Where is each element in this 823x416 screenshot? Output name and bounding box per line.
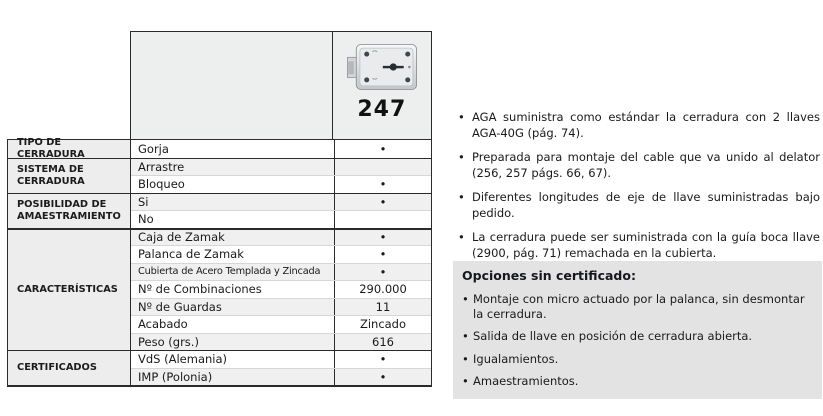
- value-cell: 616: [334, 334, 431, 351]
- product-model-number: 247: [357, 97, 407, 122]
- note-item: • La cerradura puede ser suministrada con la guía boca llave (2900, pág. 71) remachada en la cubierta.: [458, 230, 820, 261]
- table-row-acabado: [131, 315, 431, 333]
- value-cell: •: [334, 369, 431, 386]
- feature-cell: Gorja: [138, 141, 169, 156]
- feature-cell: Peso (grs.): [138, 334, 199, 349]
- value-cell: •: [334, 140, 431, 158]
- option-item: • Amaestramientos.: [462, 374, 813, 389]
- note-item: • AGA suministra como estándar la cerradura con 2 llaves AGA-40G (pág. 74).: [458, 110, 820, 141]
- section-label-sistema: SISTEMA DE CERRADURA: [8, 158, 130, 193]
- feature-cell: IMP (Polonia): [138, 369, 213, 384]
- value-cell: •: [334, 351, 431, 368]
- feature-cell: Palanca de Zamak: [138, 247, 244, 262]
- table-row-bloqueo: [131, 175, 431, 193]
- option-item: • Igualamientos.: [462, 352, 813, 367]
- section-label-tipo: TIPO DE CERRADURA: [17, 137, 85, 160]
- table-row-palanca-zamak: [131, 245, 431, 263]
- lock-product-image: [345, 42, 419, 92]
- product-notes-list: [458, 110, 820, 270]
- section-label-posibilidad: POSIBILIDAD DE AMAESTRAMIENTO: [8, 193, 130, 228]
- spec-table-label-column: [8, 137, 131, 385]
- feature-cell: Caja de Zamak: [138, 230, 225, 245]
- lock-rivet: [364, 77, 369, 82]
- table-row-peso: [131, 333, 431, 351]
- value-cell: 11: [334, 299, 431, 316]
- feature-cell: VdS (Alemania): [138, 352, 228, 367]
- table-row-guardas: [131, 298, 431, 316]
- feature-cell: Acabado: [138, 317, 188, 332]
- note-item: • Preparada para montaje del cable que va unido al delator (256, 257 págs. 66, 67).: [458, 150, 820, 181]
- value-cell: 290.000: [334, 281, 431, 298]
- table-row-combinaciones: [131, 280, 431, 298]
- options-box-title: Opciones sin certificado:: [462, 268, 636, 283]
- value-cell: •: [334, 194, 431, 211]
- value-cell: Zincado: [334, 316, 431, 333]
- feature-cell: Arrastre: [138, 159, 185, 174]
- value-cell: [334, 159, 431, 176]
- table-row-caja-zamak: [131, 228, 431, 246]
- options-without-certificate-box: [453, 261, 822, 399]
- feature-cell: No: [138, 212, 154, 227]
- feature-cell: Nº de Guardas: [138, 299, 222, 314]
- section-label-certificados: CERTIFICADOS: [8, 350, 130, 385]
- lock-rivet: [405, 77, 410, 82]
- option-item: • Salida de llave en posición de cerradura abierta.: [462, 329, 813, 344]
- spec-table-header-spacer: [131, 32, 332, 139]
- table-row-no: [131, 210, 431, 228]
- spec-table-rows: [131, 140, 431, 385]
- value-cell: •: [334, 246, 431, 263]
- option-item: • Montaje con micro actuado por la palanca, sin desmontar la cerradura.: [462, 292, 813, 321]
- lock-rivet: [364, 52, 369, 57]
- table-row-gorja: [131, 140, 431, 158]
- value-cell: •: [334, 176, 431, 193]
- section-label-caracteristicas: CARACTERÍSTICAS: [8, 228, 130, 351]
- table-row-cubierta: [131, 263, 431, 281]
- feature-cell: Si: [138, 194, 149, 209]
- feature-cell: Bloqueo: [138, 177, 185, 192]
- value-cell: •: [334, 264, 431, 281]
- lock-rivet: [405, 52, 410, 57]
- table-row-arrastre: [131, 158, 431, 176]
- value-cell: •: [334, 230, 431, 246]
- feature-cell: Cubierta de Acero Templada y Zincada: [138, 266, 321, 278]
- table-row-si: [131, 193, 431, 211]
- spec-table: [7, 139, 432, 387]
- table-row-imp: [131, 368, 431, 386]
- table-row-vds: [131, 350, 431, 368]
- feature-cell: Nº de Combinaciones: [138, 282, 262, 297]
- product-column-header: [332, 32, 431, 139]
- note-item: • Diferentes longitudes de eje de llave suministradas bajo pedido.: [458, 190, 820, 221]
- spec-table-header: [130, 31, 432, 139]
- value-cell: [334, 211, 431, 228]
